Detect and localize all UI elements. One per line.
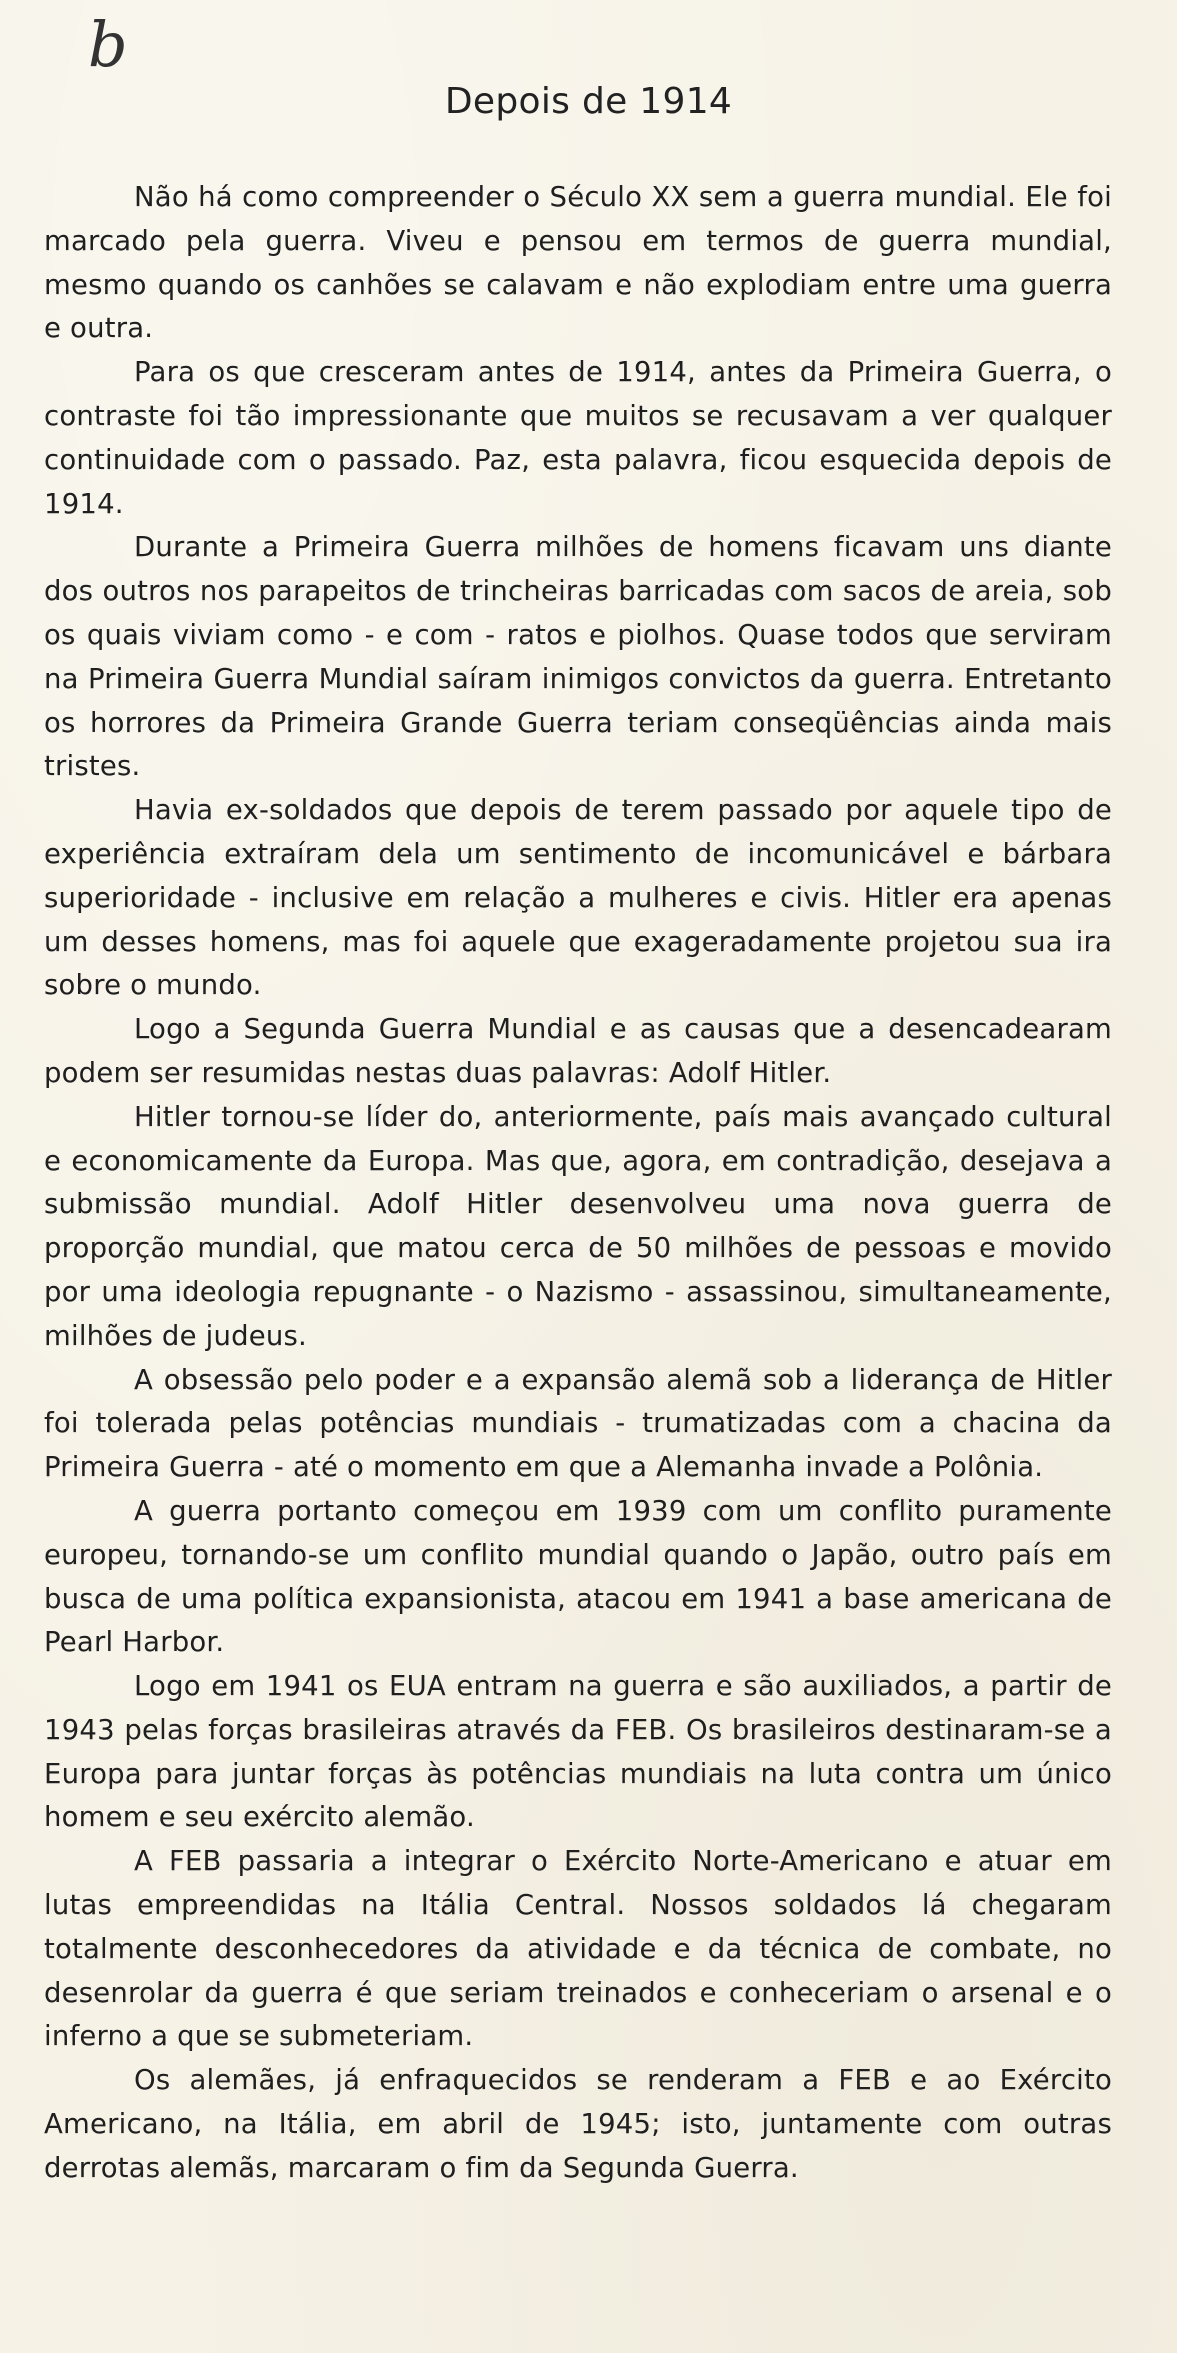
article-body — [44, 176, 1112, 2191]
handwritten-page-mark: b — [88, 8, 128, 81]
paragraph-10: A FEB passaria a integrar o Exército Norte-Americano e atuar em lutas empreendidas na Itália Central. Nossos soldados lá chegaram totalmente desconhecedores da atividade e da técnica de combate, no desenrolar da guerra é que seriam treinados e conheceriam o arsenal e o inferno a que se submeteriam. — [44, 1845, 1112, 2053]
paragraph-3: Durante a Primeira Guerra milhões de homens ficavam uns diante dos outros nos parapeitos de trincheiras barricadas com sacos de areia, sob os quais viviam como - e com - ratos e piolhos. Quase todos que serviram na Primeira Guerra Mundial saíram inimigos convictos da guerra. Entretanto os horrores da Primeira Grande Guerra teriam conseqüências ainda mais tristes. — [44, 531, 1112, 783]
paragraph-6: Hitler tornou-se líder do, anteriormente, país mais avançado cultural e economicamente da Europa. Mas que, agora, em contradição, desejava a submissão mundial. Adolf Hitler desenvolveu uma nova guerra de proporção mundial, que matou cerca de 50 milhões de pessoas e movido por uma ideologia repugnante - o Nazismo - assassinou, simultaneamente, milhões de judeus. — [44, 1100, 1112, 1352]
paragraph-5: Logo a Segunda Guerra Mundial e as causas que a desencadearam podem ser resumidas nestas duas palavras: Adolf Hitler. — [44, 1013, 1112, 1089]
paragraph-7: A obsessão pelo poder e a expansão alemã sob a liderança de Hitler foi tolerada pelas potências mundiais - trumatizadas com a chacina da Primeira Guerra - até o momento em que a Alemanha invade a Polônia. — [44, 1363, 1112, 1484]
paragraph-4: Havia ex-soldados que depois de terem passado por aquele tipo de experiência extraíram dela um sentimento de incomunicável e bárbara superioridade - inclusive em relação a mulheres e civis. Hitler era apenas um desses homens, mas foi aquele que exageradamente projetou sua ira sobre o mundo. — [44, 794, 1112, 1002]
paragraph-2: Para os que cresceram antes de 1914, antes da Primeira Guerra, o contraste foi tão impressionante que muitos se recusavam a ver qualquer continuidade com o passado. Paz, esta palavra, ficou esquecida depois de 1914. — [44, 356, 1112, 520]
paragraph-11: Os alemães, já enfraquecidos se renderam a FEB e ao Exército Americano, na Itália, em abril de 1945; isto, juntamente com outras derrotas alemãs, marcaram o fim da Segunda Guerra. — [44, 2064, 1112, 2184]
page-title: Depois de 1914 — [444, 81, 733, 122]
paragraph-9: Logo em 1941 os EUA entram na guerra e são auxiliados, a partir de 1943 pelas forças brasileiras através da FEB. Os brasileiros destinaram-se a Europa para juntar forças às potências mundiais na luta contra um único homem e seu exército alemão. — [44, 1670, 1112, 1834]
paragraph-1: Não há como compreender o Século XX sem a guerra mundial. Ele foi marcado pela guerra. Viveu e pensou em termos de guerra mundial, mesmo quando os canhões se calavam e não explodiam entre uma guerra e outra. — [44, 181, 1112, 345]
paragraph-8: A guerra portanto começou em 1939 com um conflito puramente europeu, tornando-se um conflito mundial quando o Japão, outro país em busca de uma política expansionista, atacou em 1941 a base americana de Pearl Harbor. — [44, 1494, 1112, 1659]
